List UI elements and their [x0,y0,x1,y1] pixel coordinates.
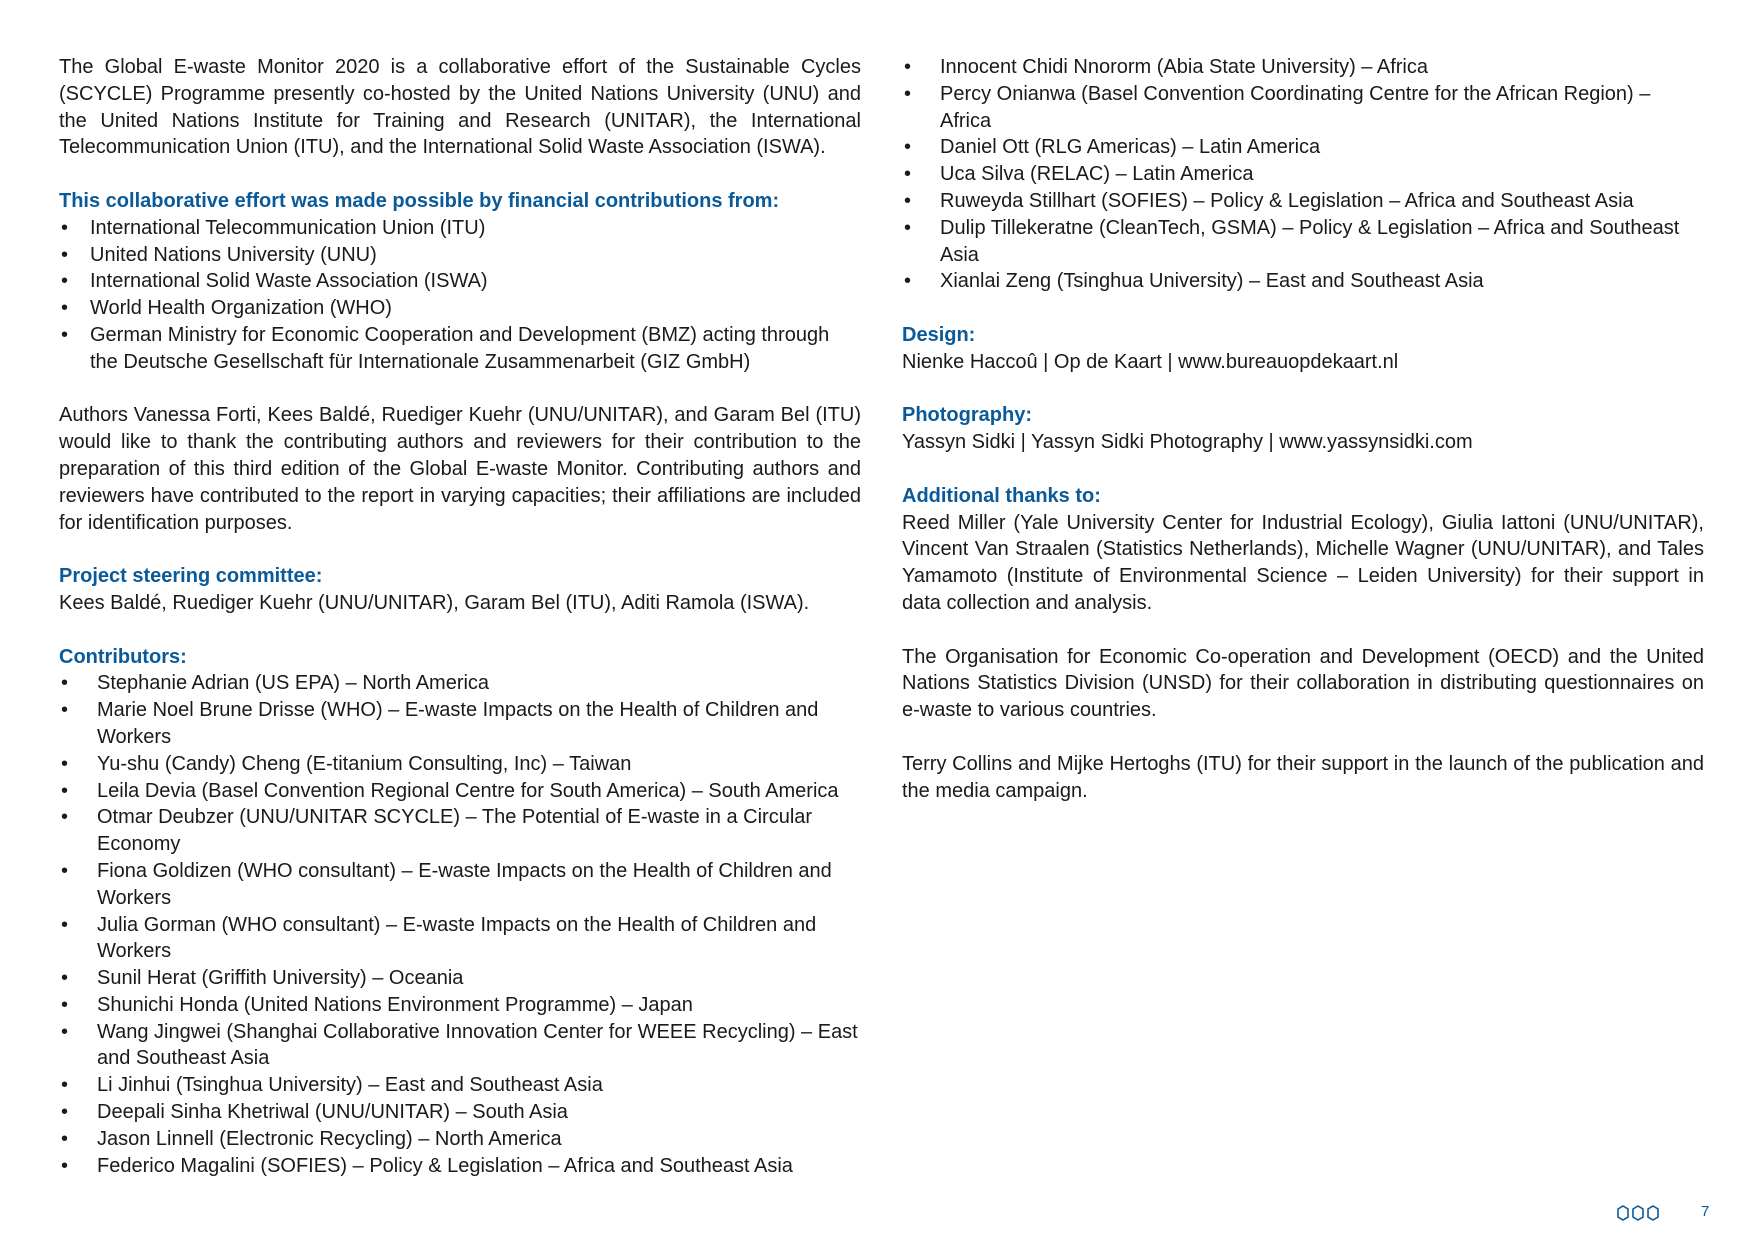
list-item: • Percy Onianwa (Basel Convention Coordinating Centre for the African Region) – Africa [902,81,1704,135]
list-item: • Xianlai Zeng (Tsinghua University) – East and Southeast Asia [902,268,1704,295]
list-item: • Uca Silva (RELAC) – Latin America [902,161,1704,188]
thanks-heading: Additional thanks to: [902,484,1101,507]
list-item: • Daniel Ott (RLG Americas) – Latin America [902,134,1704,161]
list-item: • Deepali Sinha Khetriwal (UNU/UNITAR) – South Asia [59,1099,861,1126]
list-item: • Marie Noel Brune Drisse (WHO) – E-waste Impacts on the Health of Children and Workers [59,697,861,751]
list-item: • Wang Jingwei (Shanghai Collaborative Innovation Center for WEEE Recycling) – East and Southeast Asia [59,1019,861,1073]
list-item: • Fiona Goldizen (WHO consultant) – E-waste Impacts on the Health of Children and Workers [59,858,861,912]
list-item: • Sunil Herat (Griffith University) – Oceania [59,965,861,992]
steering-text: Kees Baldé, Ruediger Kuehr (UNU/UNITAR), Garam Bel (ITU), Aditi Ramola (ISWA). [59,591,810,614]
list-item: • Jason Linnell (Electronic Recycling) – North America [59,1126,861,1153]
list-item: • International Solid Waste Association (ISWA) [59,268,861,295]
list-item: • Julia Gorman (WHO consultant) – E-waste Impacts on the Health of Children and Workers [59,912,861,966]
design-heading: Design: [902,323,976,346]
page-footer [1454,1200,1754,1230]
list-item: • Li Jinhui (Tsinghua University) – East and Southeast Asia [59,1072,861,1099]
funders-list [59,215,861,376]
hexagon-chain-icon [1614,1204,1666,1222]
oecd-text: The Organisation for Economic Co-operation and Development (OECD) and the United Nations Statistics Division (UNSD) for their collaboration in distributing questionnaires on e-waste to various countries. [902,645,1704,722]
list-item: • Federico Magalini (SOFIES) – Policy & Legislation – Africa and Southeast Asia [59,1153,861,1180]
list-item: • Otmar Deubzer (UNU/UNITAR SCYCLE) – The Potential of E-waste in a Circular Economy [59,804,861,858]
list-item: • World Health Organization (WHO) [59,295,861,322]
list-item: • Innocent Chidi Nnororm (Abia State University) – Africa [902,54,1704,81]
photography-heading: Photography: [902,404,1032,427]
contributors-list [59,670,861,1179]
list-item: • Stephanie Adrian (US EPA) – North America [59,670,861,697]
page-number: 7 [1701,1203,1710,1220]
contributors-heading: Contributors: [59,645,187,668]
list-item: • Dulip Tillekeratne (CleanTech, GSMA) – Policy & Legislation – Africa and Southeast Asia [902,215,1704,269]
authors-paragraph: Authors Vanessa Forti, Kees Baldé, Ruediger Kuehr (UNU/UNITAR), and Garam Bel (ITU) would like to thank the contributing authors and reviewers for their contribution to the preparation of this third edition of the Global E-waste Monitor. Contributing authors and reviewers have contributed to the report in varying capacities; their affiliations are included for identification purposes. [59,404,861,534]
list-item: • German Ministry for Economic Cooperation and Development (BMZ) acting through the Deutsche Gesellschaft für Internationale Zusammenarbeit (GIZ GmbH) [59,322,861,376]
right-column [902,54,1704,804]
list-item: • United Nations University (UNU) [59,242,861,269]
list-item: • Shunichi Honda (United Nations Environment Programme) – Japan [59,992,861,1019]
photography-text: Yassyn Sidki | Yassyn Sidki Photography | www.yassynsidki.com [902,431,1473,454]
steering-heading: Project steering committee: [59,565,323,588]
design-text: Nienke Haccoû | Op de Kaart | www.bureauopdekaart.nl [902,350,1399,373]
list-item: • International Telecommunication Union (ITU) [59,215,861,242]
list-item: • Ruweyda Stillhart (SOFIES) – Policy & Legislation – Africa and Southeast Asia [902,188,1704,215]
list-item: • Yu-shu (Candy) Cheng (E-titanium Consulting, Inc) – Taiwan [59,751,861,778]
contributors-list-continued [902,54,1704,295]
left-column [59,54,861,1179]
intro-paragraph: The Global E-waste Monitor 2020 is a collaborative effort of the Sustainable Cycles (SCYCLE) Programme presently co-hosted by the United Nations University (UNU) and the United Nations Institute for Training and Research (UNITAR), the International Telecommunication Union (ITU), and the International Solid Waste Association (ISWA). [59,56,861,159]
thanks-text: Reed Miller (Yale University Center for Industrial Ecology), Giulia Iattoni (UNU/UNITAR), Vincent Van Straalen (Statistics Netherlands), Michelle Wagner (UNU/UNITAR), and Tales Yamamoto (Institute of Environmental Science – Leiden University) for their support in data collection and analysis. [902,511,1704,614]
list-item: • Leila Devia (Basel Convention Regional Centre for South America) – South America [59,778,861,805]
itu-text: Terry Collins and Mijke Hertoghs (ITU) for their support in the launch of the publication and the media campaign. [902,752,1704,802]
funding-heading: This collaborative effort was made possible by financial contributions from: [59,189,780,212]
